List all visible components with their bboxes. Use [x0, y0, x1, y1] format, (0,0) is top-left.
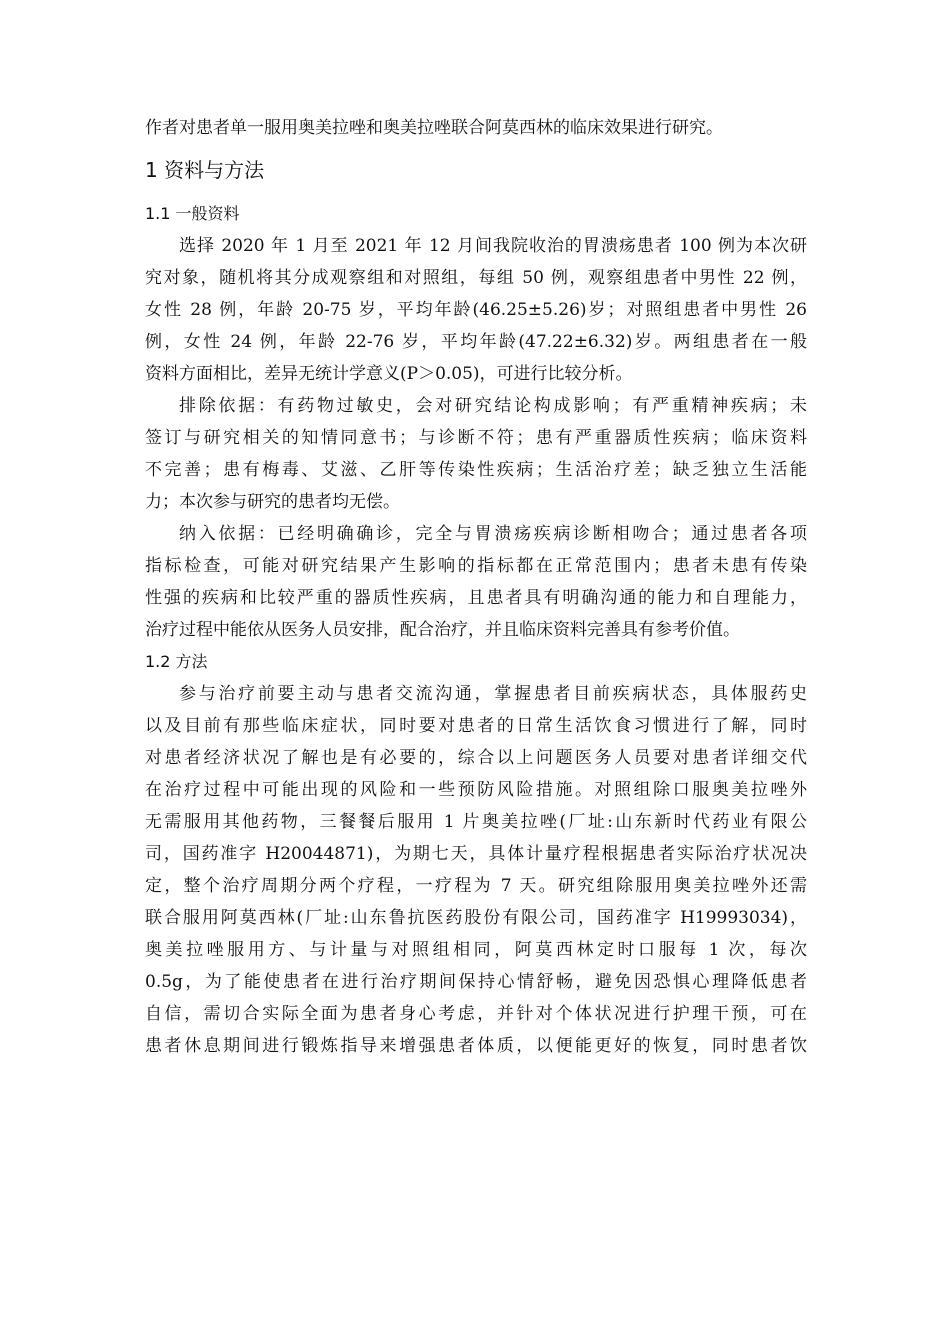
text-line: 患者休息期间进行锻炼指导来增强患者体质，以便能更好的恢复，同时患者饮	[145, 1036, 807, 1056]
text-line: 以及目前有那些临床症状，同时要对患者的日常生活饮食习惯进行了解，同时	[145, 716, 807, 736]
paragraph-general-data	[145, 230, 807, 390]
intro-line: 作者对患者单一服用奥美拉唑和奥美拉唑联合阿莫西林的临床效果进行研究。	[145, 118, 723, 138]
text-line: 女性 28 例，年龄 20-75 岁，平均年龄(46.25±5.26)岁；对照组患者中男性 26	[145, 300, 807, 320]
text-line: 排除依据：有药物过敏史，会对研究结论构成影响；有严重精神疾病；未	[179, 396, 807, 416]
text-line: 司，国药准字 H20044871)，为期七天，具体计量疗程根据患者实际治疗状况决	[145, 844, 807, 864]
text-line: 0.5g，为了能使患者在进行治疗期间保持心情舒畅，避免因恐惧心理降低患者	[145, 972, 807, 992]
text-line: 例，女性 24 例，年龄 22-76 岁，平均年龄(47.22±6.32)岁。两组患者在一般	[145, 332, 807, 352]
text-line: 在治疗过程中可能出现的风险和一些预防风险措施。对照组除口服奥美拉唑外	[145, 780, 807, 800]
text-line: 纳入依据：已经明确确诊，完全与胃溃疡疾病诊断相吻合；通过患者各项	[179, 524, 807, 544]
section-heading-1-2: 1.2 方法	[145, 652, 208, 671]
paragraph-methods	[145, 678, 807, 1062]
text-line: 联合服用阿莫西林(厂址:山东鲁抗医药股份有限公司，国药准字 H19993034)，	[145, 908, 807, 928]
text-line: 自信，需切合实际全面为患者身心考虑，并针对个体状况进行护理干预，可在	[145, 1004, 807, 1024]
text-line: 不完善；患有梅毒、艾滋、乙肝等传染性疾病；生活治疗差；缺乏独立生活能	[145, 460, 807, 480]
paragraph-exclusion-criteria	[145, 390, 807, 518]
text-line: 参与治疗前要主动与患者交流沟通，掌握患者目前疾病状态，具体服药史	[179, 684, 807, 704]
text-line: 无需服用其他药物，三餐餐后服用 1 片奥美拉唑(厂址:山东新时代药业有限公	[145, 812, 807, 832]
section-heading-1-1: 1.1 一般资料	[145, 204, 240, 223]
paragraph-inclusion-criteria	[145, 518, 807, 646]
text-line: 指标检查，可能对研究结果产生影响的指标都在正常范围内；患者未患有传染	[145, 556, 807, 576]
text-line: 对患者经济状况了解也是有必要的，综合以上问题医务人员要对患者详细交代	[145, 748, 807, 768]
text-line: 签订与研究相关的知情同意书；与诊断不符；患有严重器质性疾病；临床资料	[145, 428, 807, 448]
text-line: 究对象，随机将其分成观察组和对照组，每组 50 例，观察组患者中男性 22 例，	[145, 268, 807, 288]
text-line: 奥美拉唑服用方、与计量与对照组相同，阿莫西林定时口服每 1 次，每次	[145, 940, 807, 960]
text-line: 治疗过程中能依从医务人员安排，配合治疗，并且临床资料完善具有参考价值。	[145, 620, 740, 640]
section-heading-1: 1 资料与方法	[145, 158, 265, 182]
text-line: 资料方面相比，差异无统计学意义(P＞0.05)，可进行比较分析。	[145, 364, 633, 384]
text-line: 选择 2020 年 1 月至 2021 年 12 月间我院收治的胃溃疡患者 100 例为本次研	[179, 236, 807, 256]
document-page	[145, 112, 807, 1062]
text-line: 性强的疾病和比较严重的器质性疾病，且患者具有明确沟通的能力和自理能力，	[145, 588, 807, 608]
text-line: 定，整个治疗周期分两个疗程，一疗程为 7 天。研究组除服用奥美拉唑外还需	[145, 876, 807, 896]
text-line: 力；本次参与研究的患者均无偿。	[145, 492, 400, 512]
